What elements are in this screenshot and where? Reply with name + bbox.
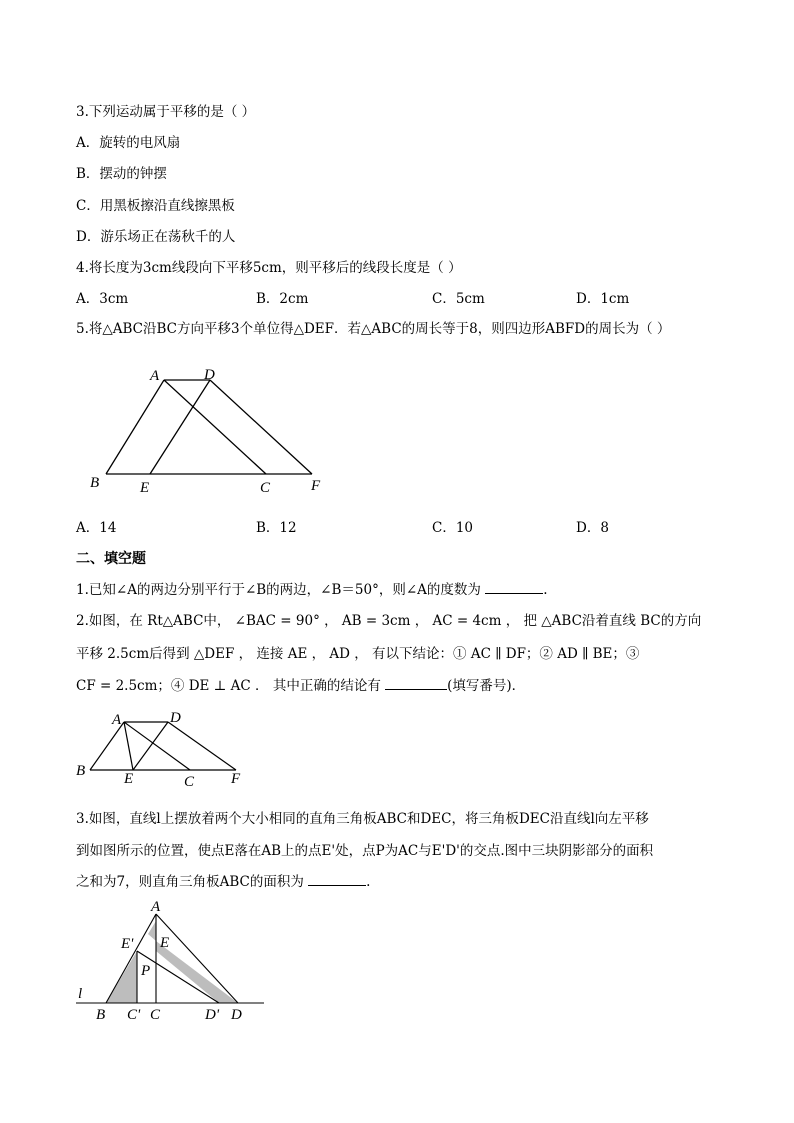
- f3-end: .: [366, 874, 371, 890]
- q5-label-C: C: [260, 480, 271, 496]
- q5-label-A: A: [150, 368, 160, 384]
- f2-segment-AE: [124, 722, 133, 770]
- q5-option-a: A．14: [76, 520, 117, 536]
- q5-label-B: B: [90, 475, 100, 491]
- f2-line2: 平移 2.5cm后得到 △DEF ， 连接 AE ， AD ， 有以下结论：① AC ∥ DF；② AD ∥ BE；③: [76, 646, 640, 662]
- f3-label-A: A: [151, 899, 161, 915]
- q5-segment-DF: [210, 380, 312, 474]
- q5-figure: [106, 380, 312, 474]
- q4-option-d: D．1cm: [576, 291, 630, 307]
- f2-label-A: A: [112, 712, 122, 728]
- q5-option-d: D．8: [576, 520, 609, 536]
- q3-option-a: A．旋转的电风扇: [76, 135, 181, 151]
- f1-text: 1.已知∠A的两边分别平行于∠B的两边，∠B＝50°，则∠A的度数为: [76, 582, 481, 598]
- f3-label-C: C: [150, 1007, 161, 1023]
- f3-label-E1: E': [121, 936, 134, 952]
- f2-label-E: E: [124, 771, 134, 787]
- q5-label-E: E: [140, 480, 150, 496]
- f3-line3-text: 之和为7，则直角三角板ABC的面积为: [76, 874, 304, 890]
- f2-line3-text: CF = 2.5cm；④ DE ⊥ AC ． 其中正确的结论有: [76, 678, 381, 694]
- f2-label-F: F: [231, 771, 241, 787]
- f3-label-l: l: [78, 986, 83, 1002]
- f2-segment-AB: [90, 722, 124, 770]
- f3-label-D: D: [231, 1007, 242, 1023]
- f2-label-C: C: [184, 774, 195, 790]
- f2-line1: 2.如图，在 Rt△ABC中， ∠BAC = 90° ， AB = 3cm ， AC = 4cm ， 把 △ABC沿着直线 BC的方向: [76, 613, 702, 629]
- q3-option-c: C．用黑板擦沿直线擦黑板: [76, 198, 235, 214]
- f3-line3: [76, 873, 370, 891]
- f1-end: .: [543, 582, 548, 598]
- q5-segment-AB: [106, 380, 164, 474]
- f2-label-D: D: [170, 710, 181, 726]
- f3-label-P: P: [141, 963, 151, 979]
- q5-label-D: D: [204, 367, 215, 383]
- f2-segment-DF: [168, 722, 236, 770]
- f2-answer-blank[interactable]: [385, 677, 447, 690]
- f2-line3: [76, 677, 525, 695]
- f3-shade-top: [148, 921, 156, 941]
- f2-figure: [90, 722, 236, 770]
- f2-label-B: B: [76, 763, 86, 779]
- f3-answer-blank[interactable]: [308, 873, 366, 886]
- f3-line2: 到如图所示的位置，使点E落在AB上的点E'处，点P为AC与E'D'的交点.图中三块阴影部分的面积: [76, 843, 654, 859]
- f1-answer-blank[interactable]: [485, 581, 543, 594]
- q4-option-b: B．2cm: [256, 291, 309, 307]
- q5-option-c: C．10: [432, 520, 474, 536]
- f3-label-C1: C': [127, 1007, 141, 1023]
- f2-line3-end: (填写番号)．: [447, 678, 526, 694]
- q3-stem: 3.下列运动属于平移的是（ ）: [76, 104, 256, 120]
- f3-label-E: E: [160, 935, 170, 951]
- q4-option-a: A．3cm: [76, 291, 129, 307]
- f2-segment-DE: [133, 722, 168, 770]
- section-title: 二、填空题: [76, 551, 146, 567]
- q3-option-d: D．游乐场正在荡秋千的人: [76, 229, 236, 245]
- q5-option-b: B．12: [256, 520, 297, 536]
- f3-label-B: B: [96, 1007, 106, 1023]
- f3-line1: 3.如图，直线l上摆放着两个大小相同的直角三角板ABC和DEC，将三角板DEC沿直线l向左平移: [76, 811, 649, 827]
- f2-segment-AC: [124, 722, 190, 770]
- q4-option-c: C．5cm: [432, 291, 485, 307]
- f3-figure: [76, 914, 264, 1003]
- q5-label-F: F: [311, 478, 321, 494]
- f3-label-D1: D': [205, 1007, 220, 1023]
- f1-question: [76, 581, 548, 599]
- q4-stem: 4.将长度为3cm线段向下平移5cm，则平移后的线段长度是（ ）: [76, 260, 462, 276]
- q3-option-b: B．摆动的钟摆: [76, 166, 167, 182]
- q5-stem: 5.将△ABC沿BC方向平移3个单位得△DEF．若△ABC的周长等于8，则四边形ABFD的周长为（ ）: [76, 321, 671, 337]
